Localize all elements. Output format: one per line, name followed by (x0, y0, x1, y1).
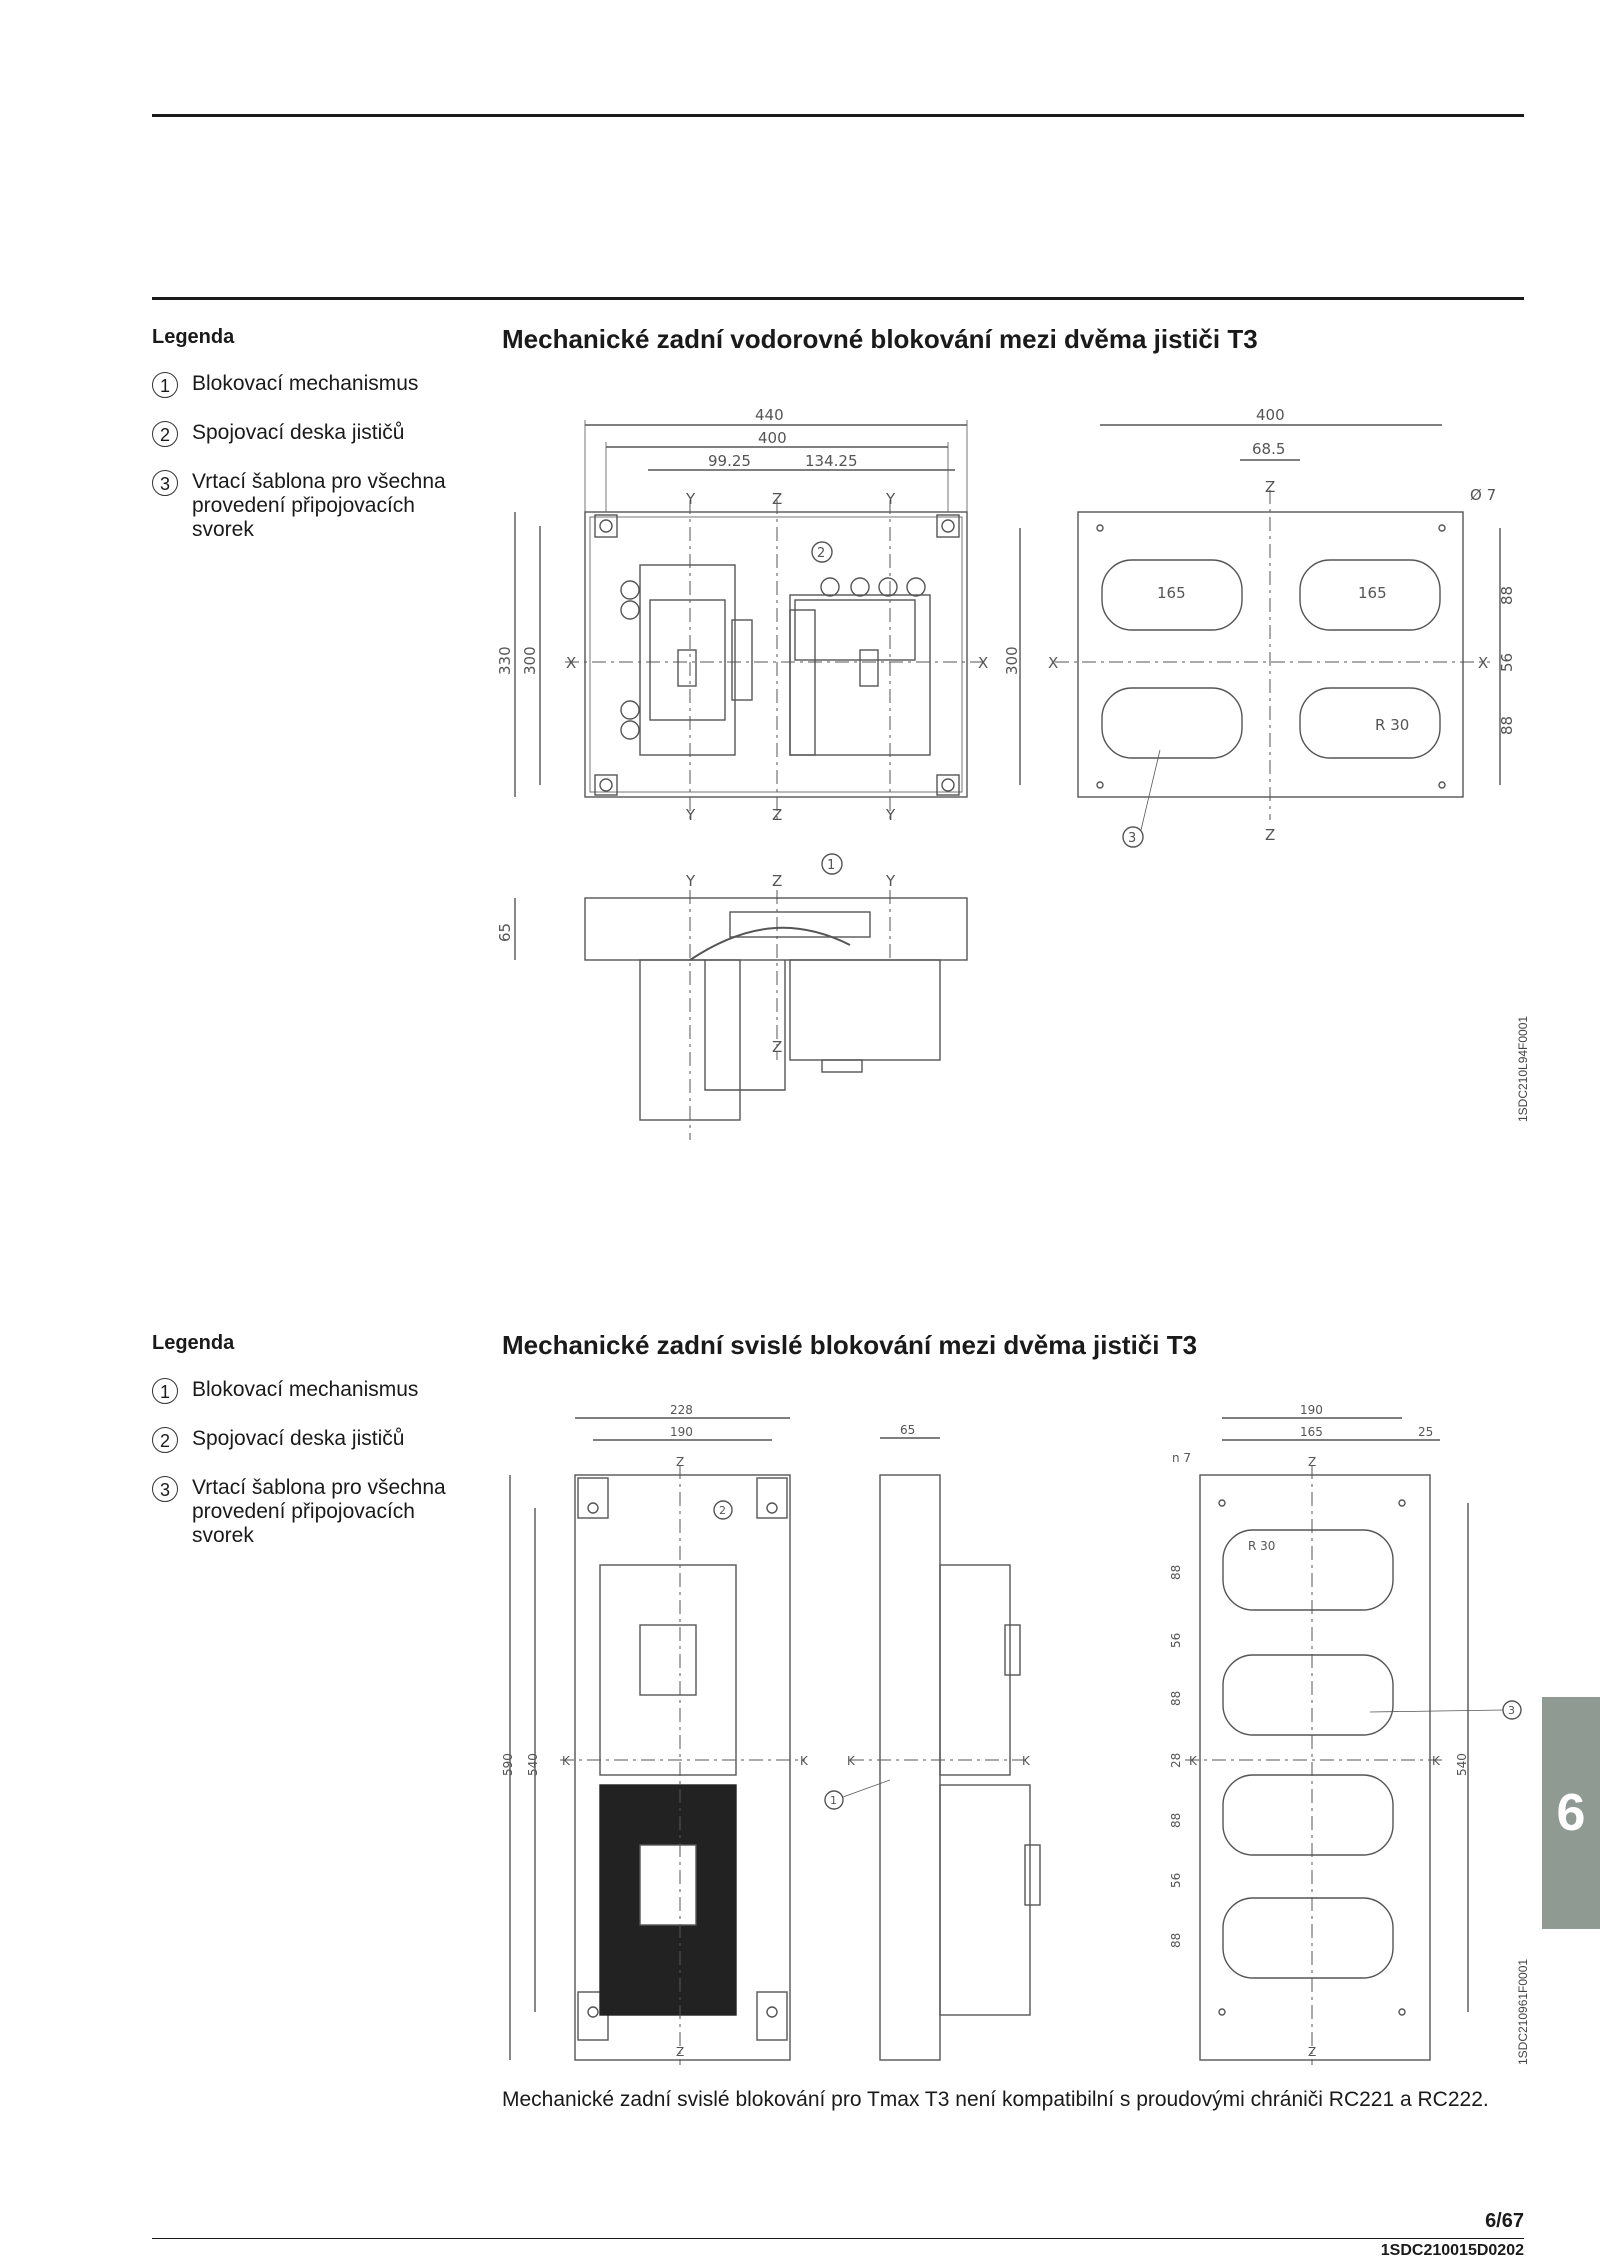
svg-text:Y: Y (886, 490, 896, 508)
legend-text: Vrtací šablona pro všechna provedení připojovacích svorek (192, 470, 446, 541)
svg-text:X: X (978, 654, 989, 672)
dim-label: 134.25 (805, 452, 858, 470)
dim-label: 88 (1169, 1812, 1183, 1828)
section-rule-1 (152, 297, 1524, 300)
dim-label: 56 (1169, 1632, 1183, 1648)
svg-text:Z: Z (1265, 478, 1276, 496)
dim-label: 88 (1169, 1690, 1183, 1706)
dim-label: 190 (1300, 1403, 1323, 1417)
svg-text:Z: Z (772, 1038, 783, 1056)
dim-label: 88 (1498, 585, 1516, 605)
callout-3: 3 (1508, 1704, 1515, 1717)
bottom-rule (152, 2238, 1524, 2239)
section-title: Mechanické zadní vodorovné blokování mezi dvěma jističi T3 (502, 324, 1258, 354)
legend-item (152, 421, 472, 447)
top-rule (152, 114, 1524, 117)
svg-text:K: K (562, 1754, 570, 1768)
legend-title: Legenda (152, 1332, 235, 1354)
callout-number: 1 (152, 372, 178, 398)
dim-label: 400 (1256, 406, 1285, 424)
legend-list (152, 1378, 472, 1571)
callout-number: 3 (152, 1476, 178, 1502)
chapter-tab: 6 (1542, 1697, 1600, 1929)
dim-label: 25 (1418, 1425, 1434, 1439)
svg-text:Z: Z (676, 2045, 685, 2059)
svg-text:Y: Y (686, 872, 696, 890)
callout-number: 1 (152, 1378, 178, 1404)
svg-text:Z: Z (772, 490, 783, 508)
dim-label: 65 (496, 922, 514, 942)
dim-label: 88 (1498, 715, 1516, 735)
callout-3: 3 (1128, 831, 1137, 846)
callout-2: 2 (817, 546, 826, 561)
svg-text:K: K (800, 1754, 808, 1768)
vertical-interlock-drawing (500, 1400, 1550, 2080)
legend-item (152, 470, 472, 542)
callout-2: 2 (719, 1504, 726, 1517)
dim-label: 228 (670, 1403, 693, 1417)
callout-number: 2 (152, 1427, 178, 1453)
legend-item (152, 1427, 472, 1453)
dim-label: n 7 (1172, 1451, 1192, 1465)
svg-text:Z: Z (676, 1455, 685, 1469)
dim-label: 28 (1169, 1752, 1183, 1768)
drawing-code: 1SDC210961F0001 (1516, 1958, 1530, 2065)
dim-label: 88 (1169, 1932, 1183, 1948)
legend-text: Vrtací šablona pro všechna provedení připojovacích svorek (192, 1476, 446, 1547)
compatibility-note: Mechanické zadní svislé blokování pro Tmax T3 není kompatibilní s proudovými chrániči RC221 a RC222. (502, 2088, 1489, 2111)
legend-item (152, 372, 472, 398)
legend-item (152, 1476, 472, 1548)
legend-text: Blokovací mechanismus (192, 372, 419, 395)
legend-text: Spojovací deska jističů (192, 421, 405, 444)
svg-text:Y: Y (886, 872, 896, 890)
svg-text:Y: Y (686, 490, 696, 508)
dim-label: 165 (1300, 1425, 1323, 1439)
svg-text:K: K (1022, 1754, 1030, 1768)
svg-text:K: K (1432, 1754, 1440, 1768)
svg-text:X: X (1478, 654, 1489, 672)
dim-label: 540 (526, 1753, 540, 1776)
callout-1: 1 (827, 858, 836, 873)
horizontal-interlock-drawing (496, 400, 1550, 1140)
dim-label: R 30 (1248, 1539, 1276, 1553)
svg-text:Y: Y (886, 806, 896, 824)
dim-label: 68.5 (1252, 440, 1286, 458)
callout-1: 1 (830, 1794, 837, 1807)
dim-label: 590 (501, 1753, 515, 1776)
svg-text:Z: Z (1308, 1455, 1317, 1469)
section-title: Mechanické zadní svislé blokování mezi dvěma jističi T3 (502, 1330, 1198, 1360)
svg-text:X: X (566, 654, 577, 672)
legend-text: Spojovací deska jističů (192, 1427, 405, 1450)
dim-label: 440 (755, 406, 784, 424)
drawing-code: 1SDC210L94F0001 (1516, 1015, 1530, 1122)
dim-label: 300 (1003, 646, 1021, 675)
svg-text:Z: Z (772, 806, 783, 824)
legend-list (152, 372, 472, 565)
dim-label: 56 (1498, 652, 1516, 672)
dim-label: 65 (900, 1423, 916, 1437)
legend-title: Legenda (152, 326, 235, 348)
dim-label: 330 (496, 646, 514, 675)
dim-label: 165 (1358, 584, 1387, 602)
dim-label: 540 (1455, 1753, 1469, 1776)
callout-number: 3 (152, 470, 178, 496)
svg-text:Z: Z (1265, 826, 1276, 844)
dim-label: Ø 7 (1470, 486, 1497, 504)
dim-label: 88 (1169, 1564, 1183, 1580)
callout-number: 2 (152, 421, 178, 447)
dim-label: 190 (670, 1425, 693, 1439)
svg-text:Z: Z (1308, 2045, 1317, 2059)
dim-label: 300 (521, 646, 539, 675)
page-number: 6/67 (1485, 2210, 1524, 2232)
dim-label: R 30 (1375, 716, 1410, 734)
legend-item (152, 1378, 472, 1404)
dim-label: 99.25 (708, 452, 751, 470)
svg-text:K: K (847, 1754, 855, 1768)
svg-text:Y: Y (686, 806, 696, 824)
document-id: 1SDC210015D0202 (1380, 2242, 1524, 2259)
dim-label: 400 (758, 429, 787, 447)
svg-text:K: K (1189, 1754, 1197, 1768)
svg-text:X: X (1048, 654, 1059, 672)
legend-text: Blokovací mechanismus (192, 1378, 419, 1401)
dim-label: 165 (1157, 584, 1186, 602)
svg-text:Z: Z (772, 872, 783, 890)
dim-label: 56 (1169, 1872, 1183, 1888)
